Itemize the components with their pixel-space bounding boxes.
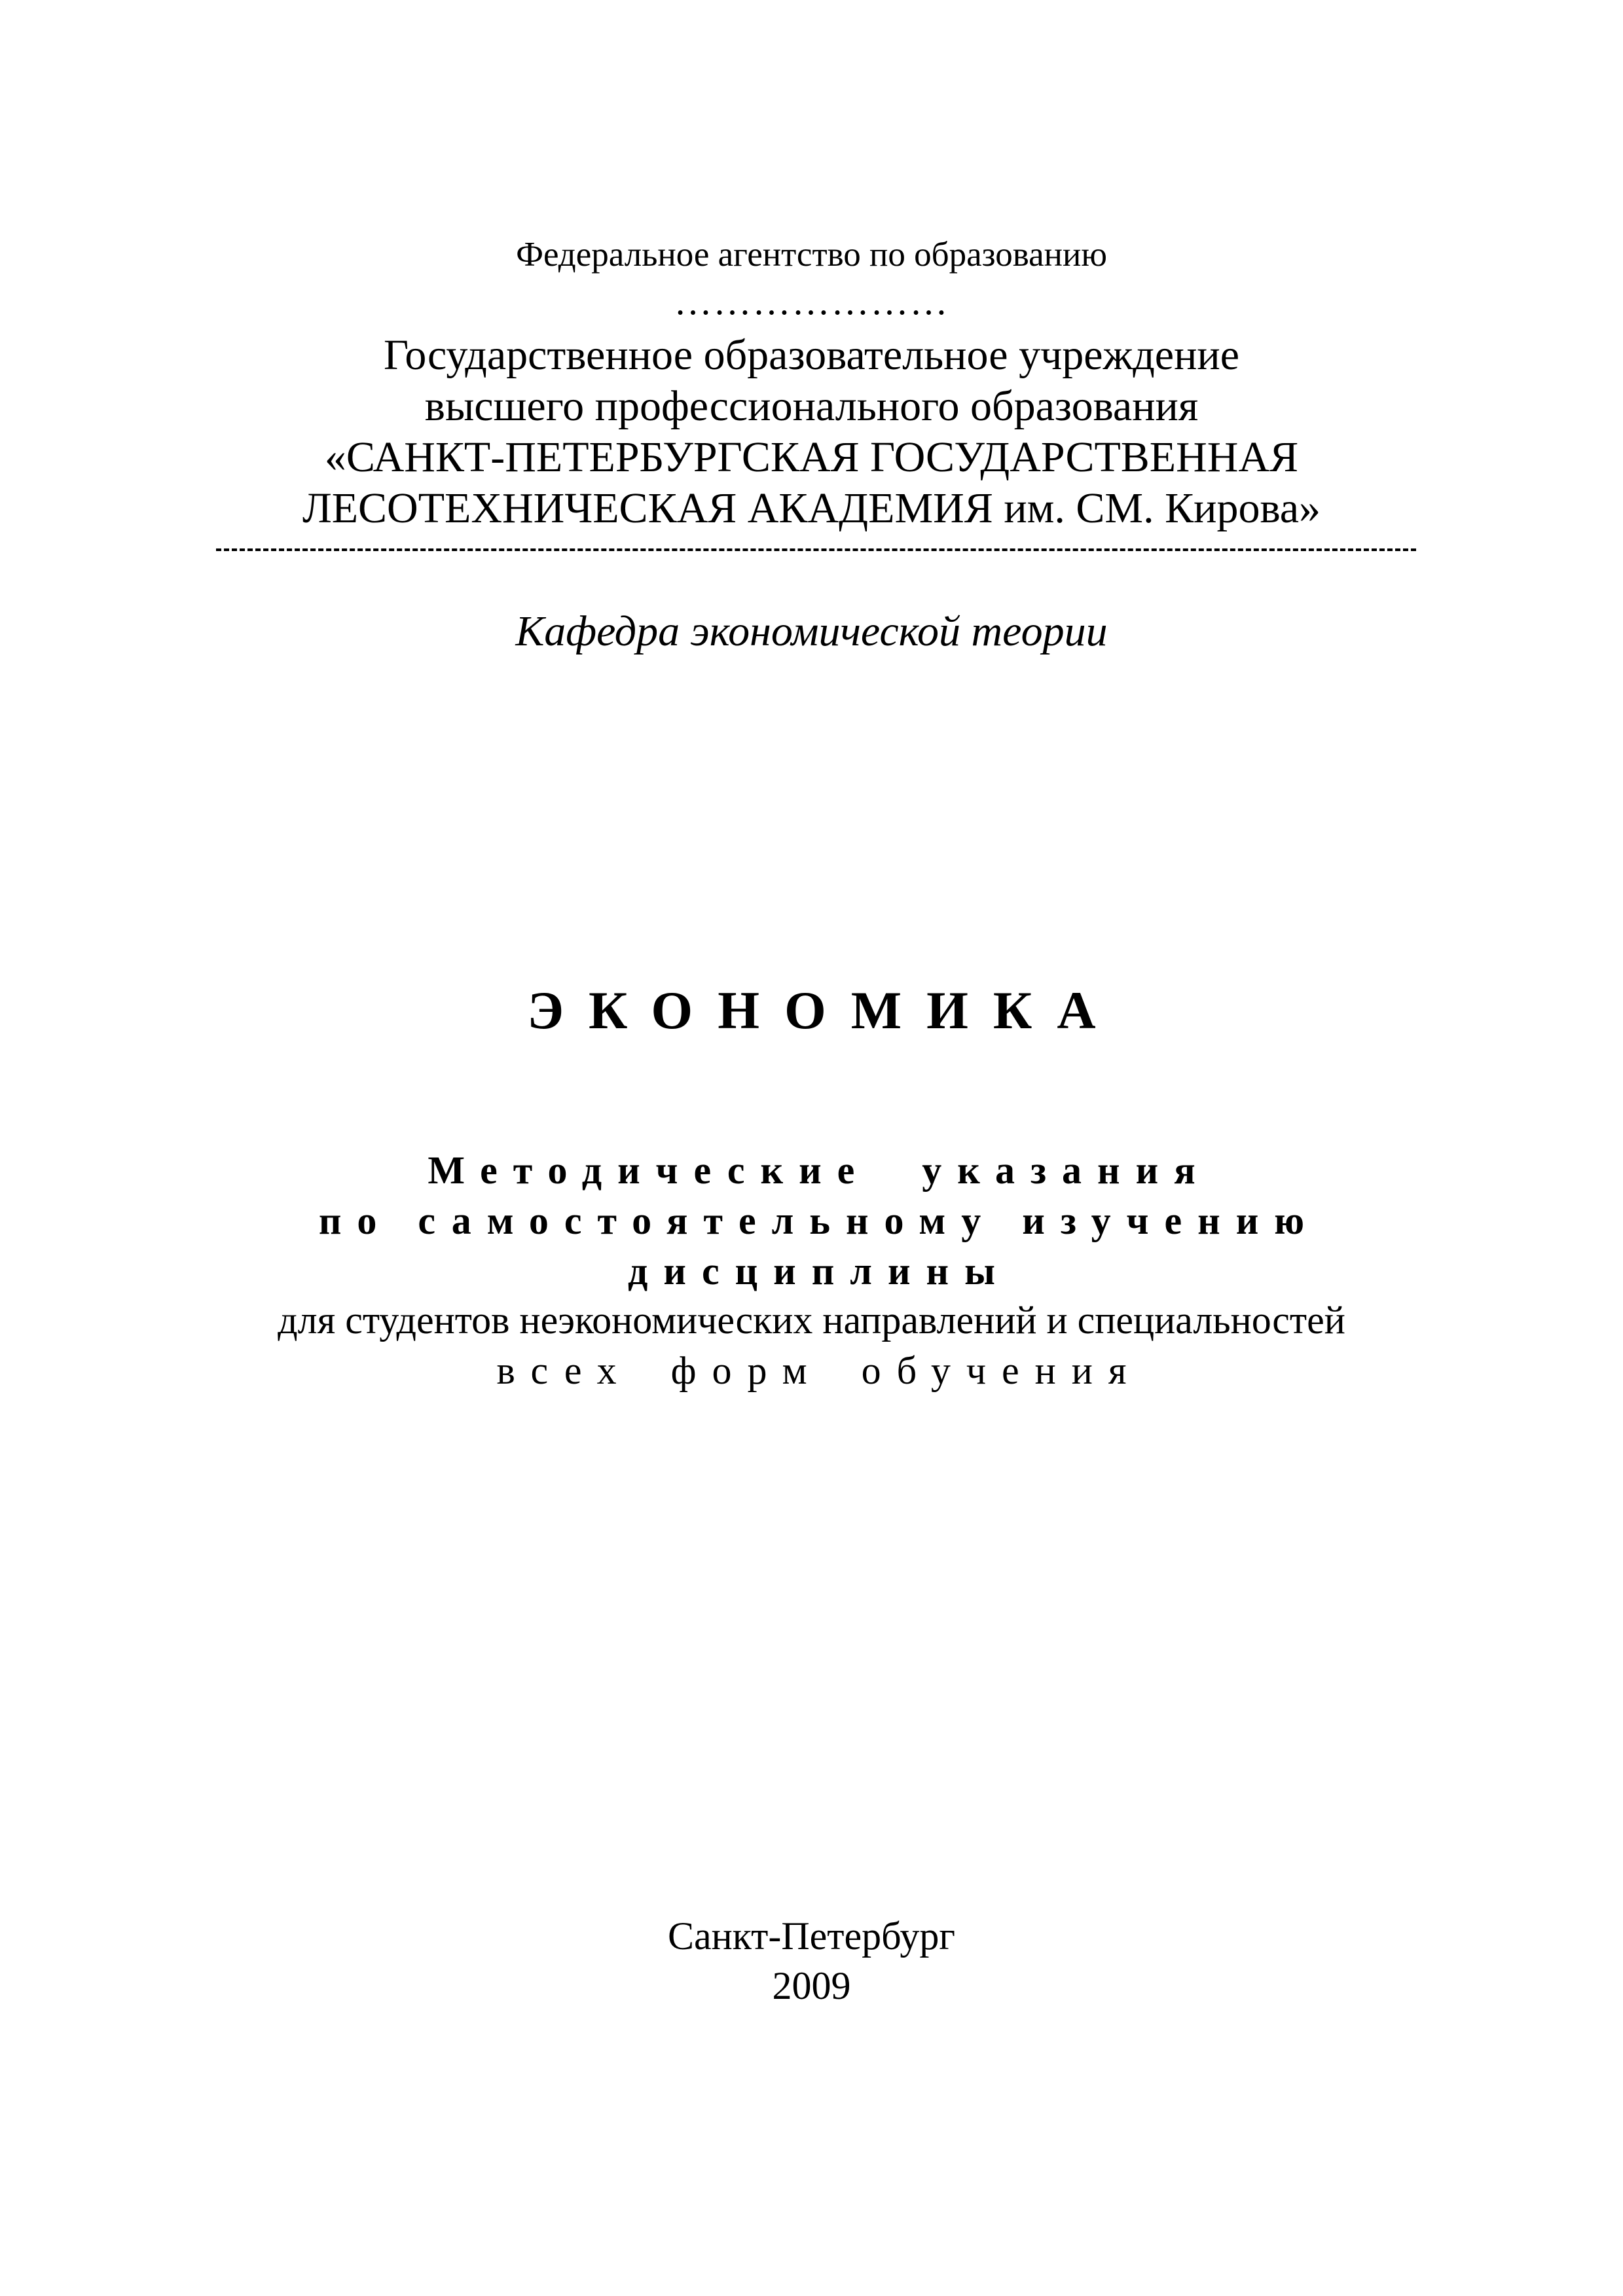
document-title: ЭКОНОМИКА [527,980,1121,1040]
institution-line-1: Государственное образовательное учреждение [383,331,1239,379]
subtitle-line-2: по самостоятельному изучению [318,1199,1321,1242]
department-name: Кафедра экономической теории [515,607,1108,655]
institution-line-4: ЛЕСОТЕХНИЧЕСКАЯ АКАДЕМИЯ им. СМ. Кирова» [302,484,1321,532]
subtitle-line-1: Методические указания [428,1149,1211,1192]
subtitle-line-3: дисциплины [628,1249,1011,1293]
dashed-divider [216,548,1416,551]
publication-year: 2009 [772,1964,851,2007]
publication-city: Санкт-Петербург [668,1914,955,1958]
agency-name: Федеральное агентство по образованию [516,236,1107,274]
dotted-separator: ………………… [674,280,949,323]
institution-line-3: «САНКТ-ПЕТЕРБУРГСКАЯ ГОСУДАРСТВЕННАЯ [324,433,1299,481]
subtitle-line-4: для студентов неэкономических направлений и специальностей [278,1299,1345,1342]
institution-line-2: высшего профессионального образования [424,382,1199,430]
subtitle-line-5: всех форм обучения [496,1349,1142,1392]
